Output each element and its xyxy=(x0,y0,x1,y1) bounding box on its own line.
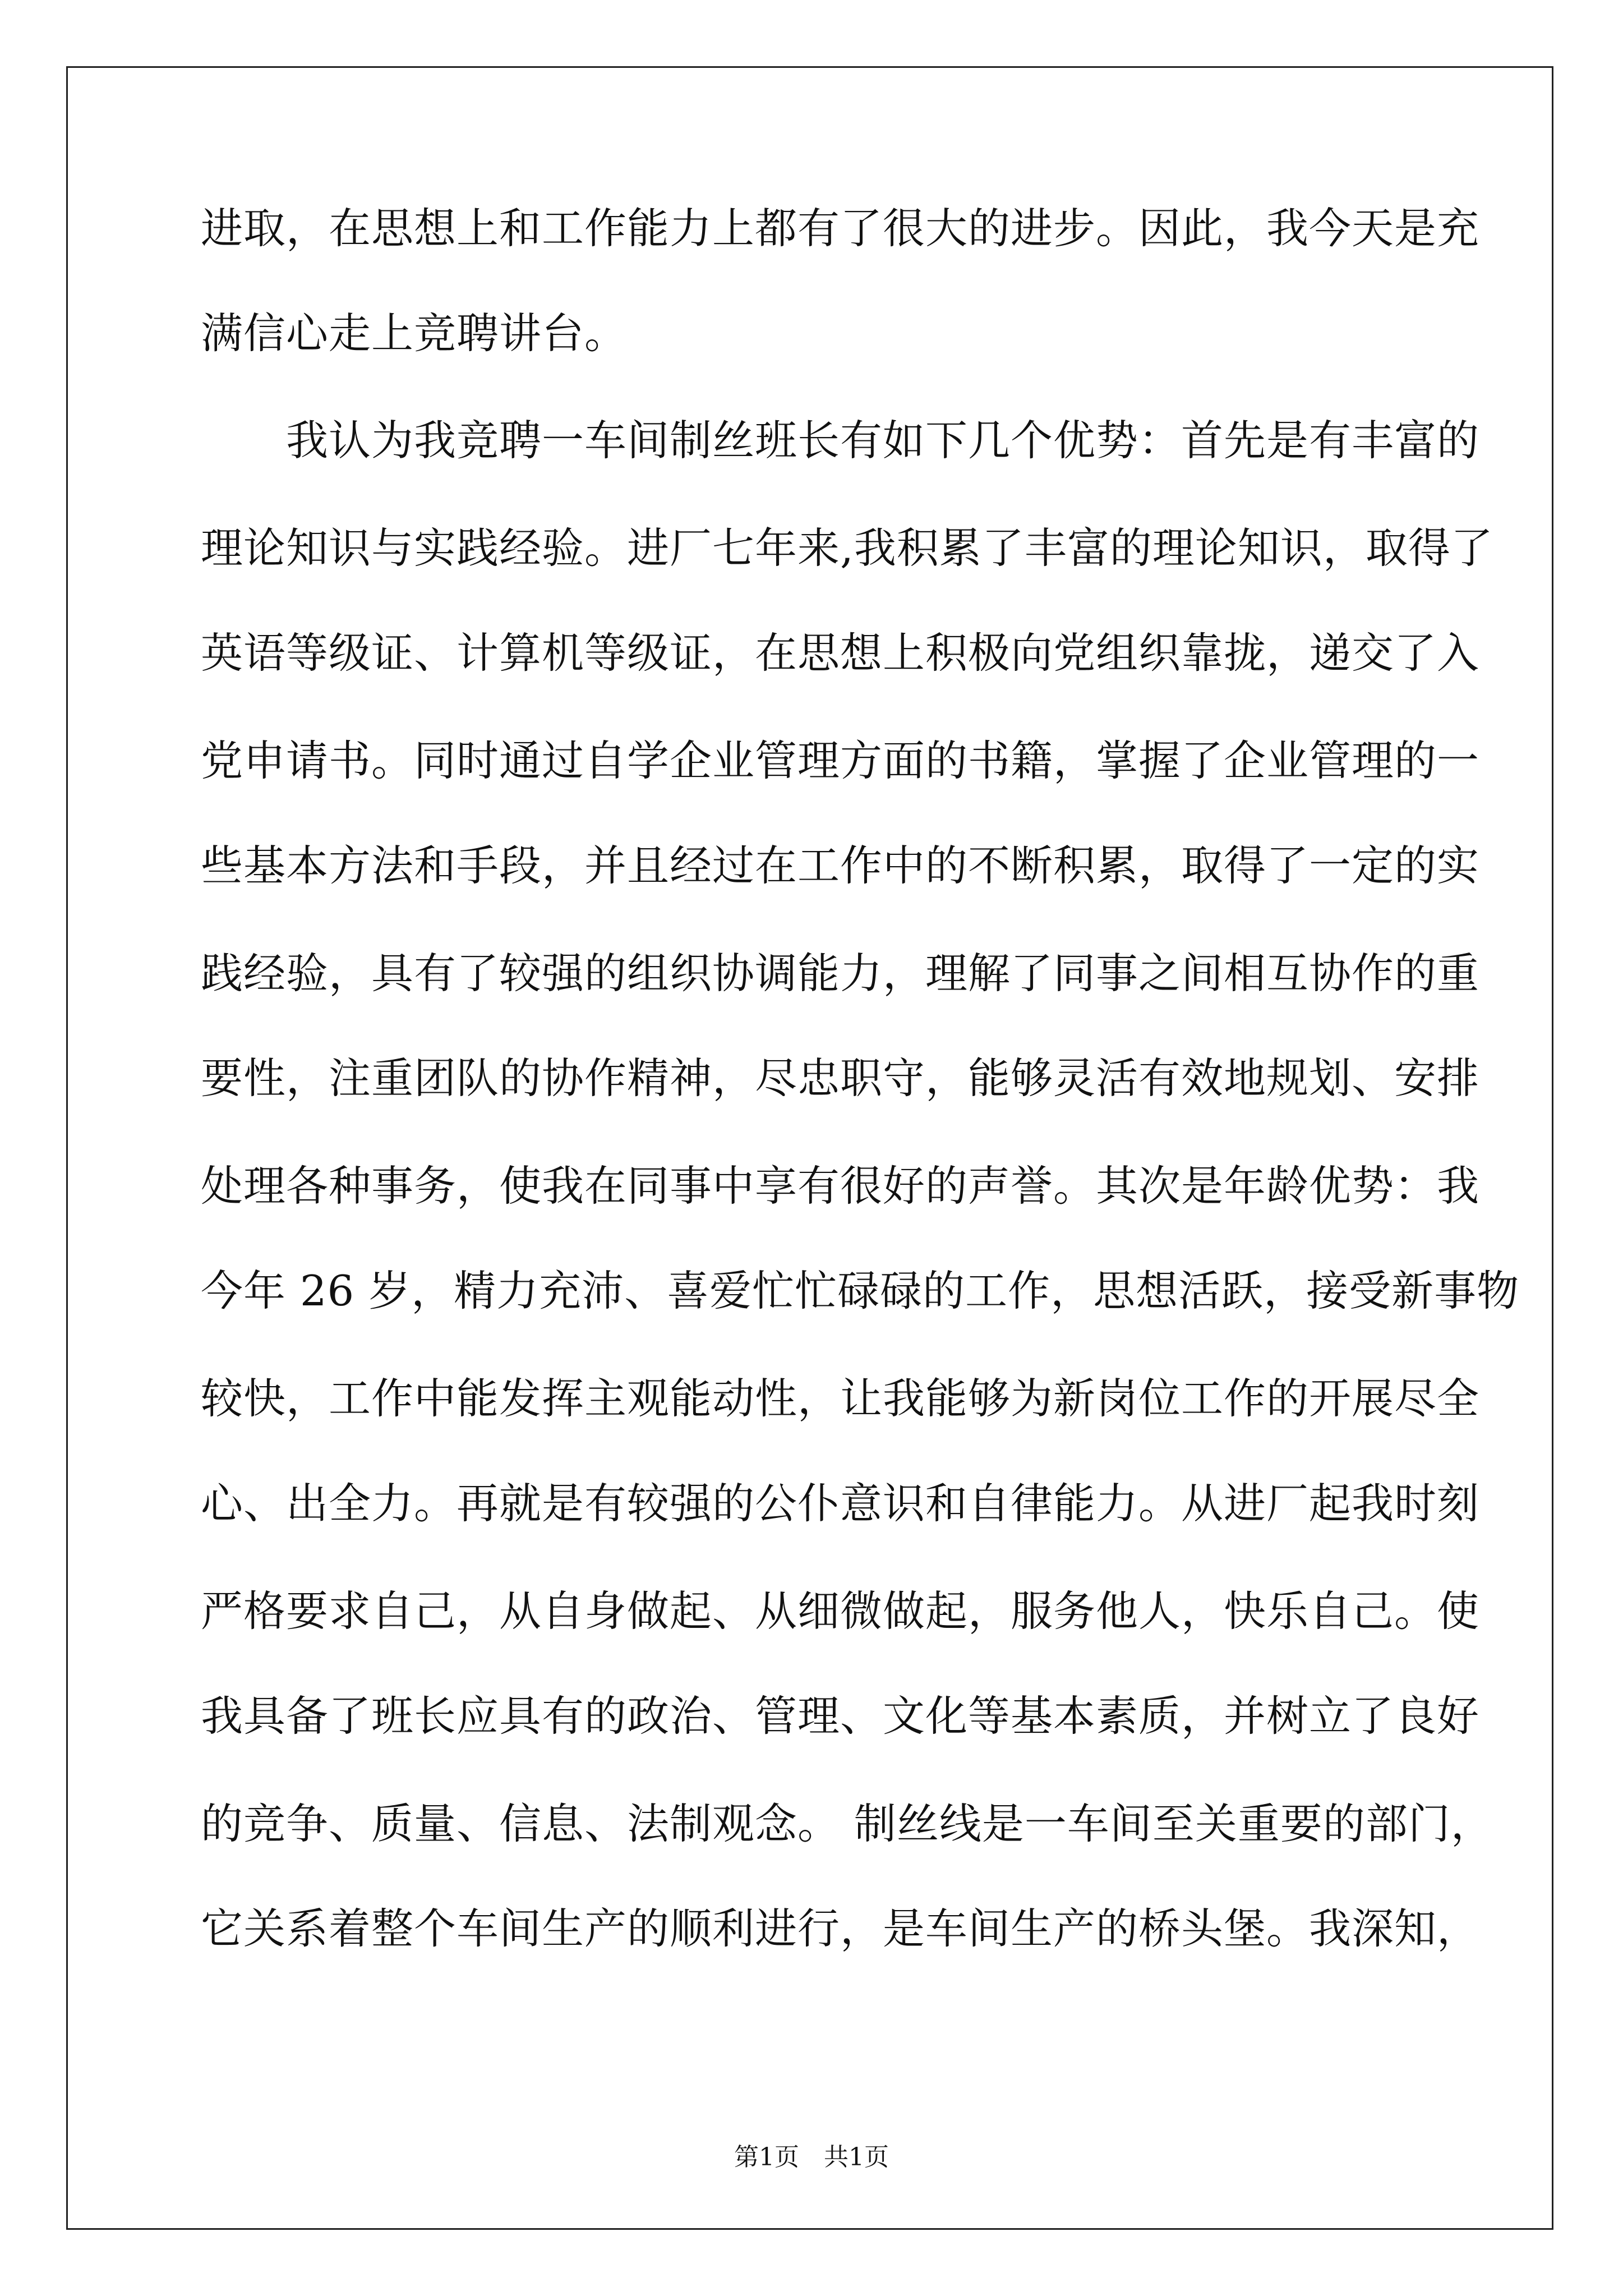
text-line: 理论知识与实践经验。进厂七年来,我积累了丰富的理论知识，取得了 xyxy=(201,523,1493,573)
text-line: 它关系着整个车间生产的顺利进行，是车间生产的桥头堡。我深知， xyxy=(201,1904,1480,1953)
text-line: 我具备了班长应具有的政治、管理、文化等基本素质，并树立了良好 xyxy=(201,1691,1480,1741)
text-line: 今年 26 岁，精力充沛、喜爱忙忙碌碌的工作，思想活跃，接受新事物 xyxy=(201,1266,1520,1315)
text-line: 践经验，具有了较强的组织协调能力，理解了同事之间相互协作的重 xyxy=(201,949,1480,998)
text-line: 严格要求自己，从自身做起、从细微做起，服务他人，快乐自己。使 xyxy=(201,1586,1480,1636)
text-line: 满信心走上竞聘讲台。 xyxy=(201,309,628,358)
text-line: 处理各种事务，使我在同事中享有很好的声誉。其次是年龄优势：我 xyxy=(201,1161,1480,1211)
text-line: 进取，在思想上和工作能力上都有了很大的进步。因此，我今天是充 xyxy=(201,204,1480,253)
text-line: 的竞争、质量、信息、法制观念。 制丝线是一车间至关重要的部门， xyxy=(201,1799,1493,1848)
text-line: 心、出全力。再就是有较强的公仆意识和自律能力。从进厂起我时刻 xyxy=(201,1479,1480,1528)
text-line: 我认为我竞聘一车间制丝班长有如下几个优势：首先是有丰富的 xyxy=(201,416,1480,465)
text-line: 英语等级证、计算机等级证，在思想上积极向党组织靠拢，递交了入 xyxy=(201,628,1480,678)
text-line: 较快，工作中能发挥主观能动性，让我能够为新岗位工作的开展尽全 xyxy=(201,1374,1480,1423)
text-line: 党申请书。同时通过自学企业管理方面的书籍，掌握了企业管理的一 xyxy=(201,736,1480,785)
page-footer: 第1页 共1页 xyxy=(734,2143,889,2171)
text-line: 要性，注重团队的协作精神，尽忠职守，能够灵活有效地规划、安排 xyxy=(201,1053,1480,1103)
text-line: 些基本方法和手段，并且经过在工作中的不断积累，取得了一定的实 xyxy=(201,841,1480,890)
